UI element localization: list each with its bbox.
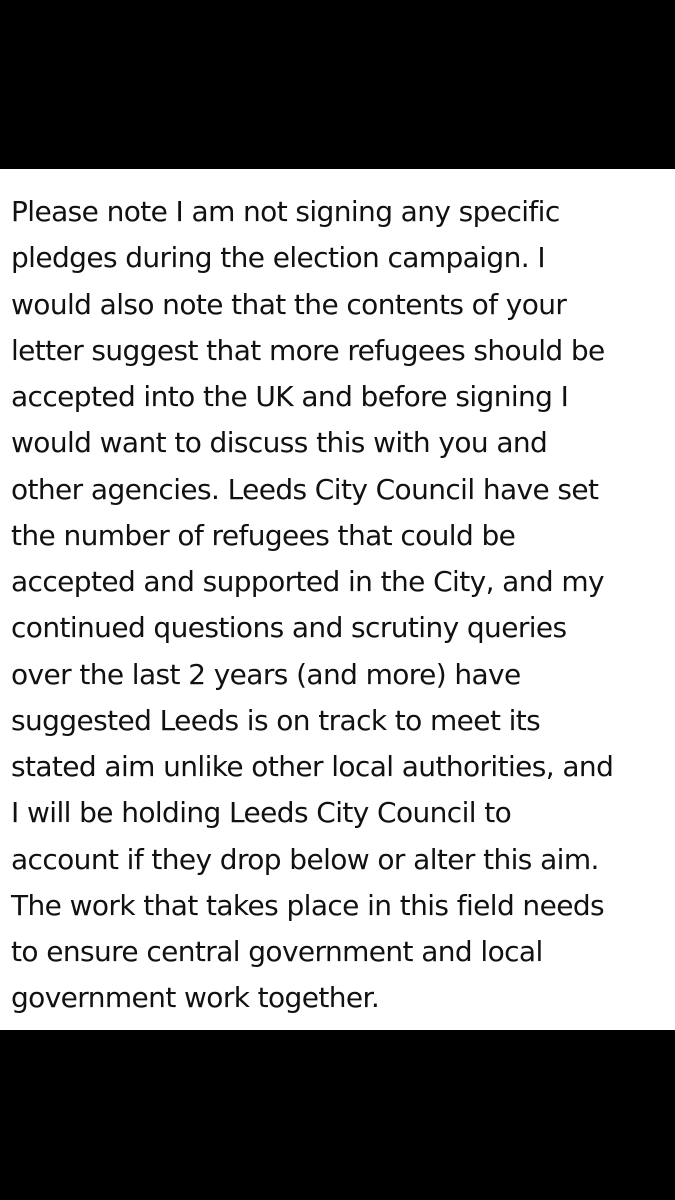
text-line: The work that takes place in this field needs	[11, 888, 604, 922]
text-line: stated aim unlike other local authorities, and	[11, 750, 614, 783]
text-line: account if they drop below or alter this aim.	[11, 842, 599, 876]
text-line: the number of refugees that could be	[11, 518, 516, 552]
text-line: over the last 2 years (and more) have	[11, 657, 521, 691]
text-line: other agencies. Leeds City Council have set	[11, 472, 599, 506]
text-line: accepted and supported in the City, and my	[11, 565, 604, 598]
bottom-black-bar	[0, 1030, 675, 1200]
text-line: would want to discuss this with you and	[11, 426, 548, 460]
text-line: to ensure central government and local	[11, 935, 543, 968]
text-line: would also note that the contents of your	[11, 287, 567, 321]
text-line: Please note I am not signing any specific	[11, 195, 560, 228]
text-line: pledges during the election campaign. I	[11, 241, 546, 275]
text-line: I will be holding Leeds City Council to	[11, 796, 512, 830]
text-line: continued questions and scrutiny queries	[11, 611, 567, 645]
text-line: suggested Leeds is on track to meet its	[11, 703, 541, 737]
text-line: government work together.	[11, 981, 380, 1015]
note-text-panel	[0, 169, 675, 1030]
top-black-bar	[0, 0, 675, 169]
text-line: accepted into the UK and before signing I	[11, 380, 569, 413]
note-text	[11, 189, 671, 1022]
text-line: letter suggest that more refugees should be	[11, 333, 605, 367]
